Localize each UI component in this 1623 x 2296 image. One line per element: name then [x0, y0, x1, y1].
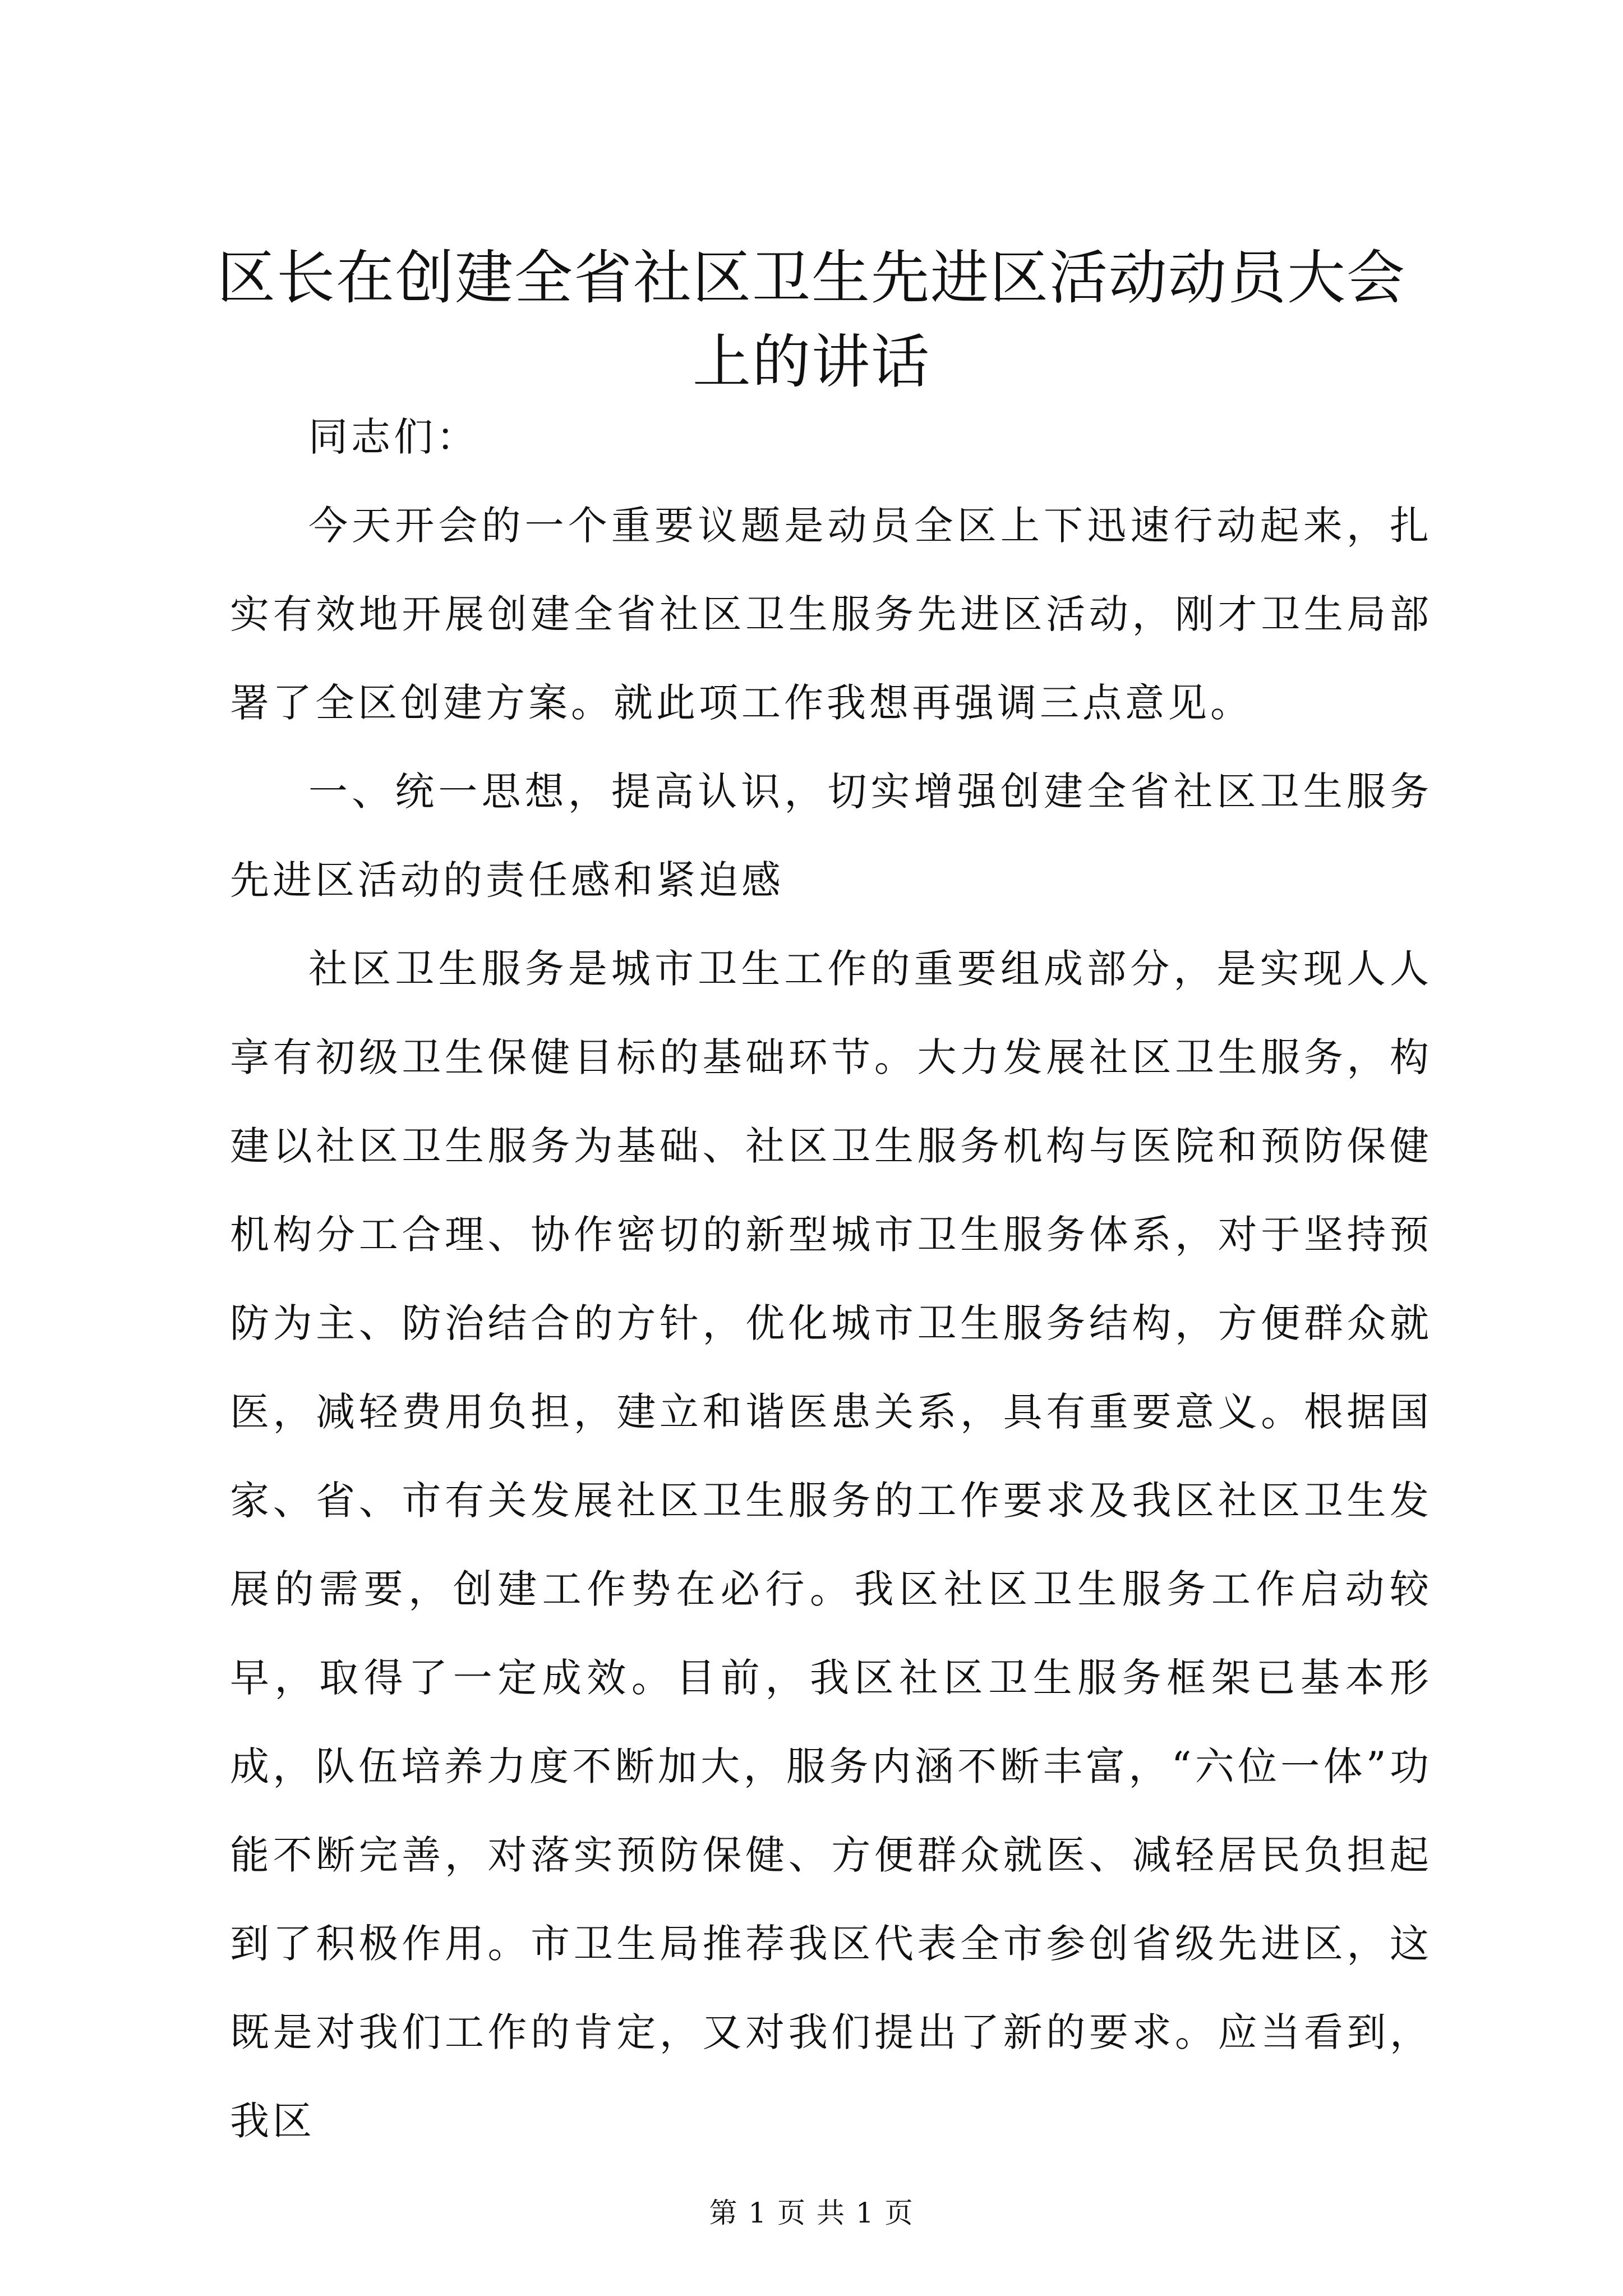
document-body: [230, 393, 1432, 2165]
page-footer: 第 1 页 共 1 页: [709, 2197, 914, 2229]
paragraph-intro: 今天开会的一个重要议题是动员全区上下迅速行动起来，扎实有效地开展创建全省社区卫生服务先进区活动，刚才卫生局部署了全区创建方案。就此项工作我想再强调三点意见。: [230, 503, 1432, 726]
section-heading-1: 一、统一思想，提高认识，切实增强创建全省社区卫生服务先进区活动的责任感和紧迫感: [230, 769, 1432, 903]
document-title: 区长在创建全省社区卫生先进区活动动员大会上的讲话: [216, 243, 1406, 396]
paragraph-body: 社区卫生服务是城市卫生工作的重要组成部分，是实现人人享有初级卫生保健目标的基础环节。大力发展社区卫生服务，构建以社区卫生服务为基础、社区卫生服务机构与医院和预防保健机构分工合理、协作密切的新型城市卫生服务体系，对于坚持预防为主、防治结合的方针，优化城市卫生服务结构，方便群众就医，减轻费用负担，建立和谐医患关系，具有重要意义。根据国家、省、市有关发展社区卫生服务的工作要求及我区社区卫生发展的需要，创建工作势在必行。我区社区卫生服务工作启动较早，取得了一定成效。目前，我区社区卫生服务框架已基本形成，队伍培养力度不断加大，服务内涵不断丰富，“六位一体”功能不断完善，对落实预防保健、方便群众就医、减轻居民负担起到了积极作用。市卫生局推荐我区代表全市参创省级先进区，这既是对我们工作的肯定，又对我们提出了新的要求。应当看到，我区: [230, 946, 1432, 2144]
salutation: 同志们：: [308, 414, 479, 460]
